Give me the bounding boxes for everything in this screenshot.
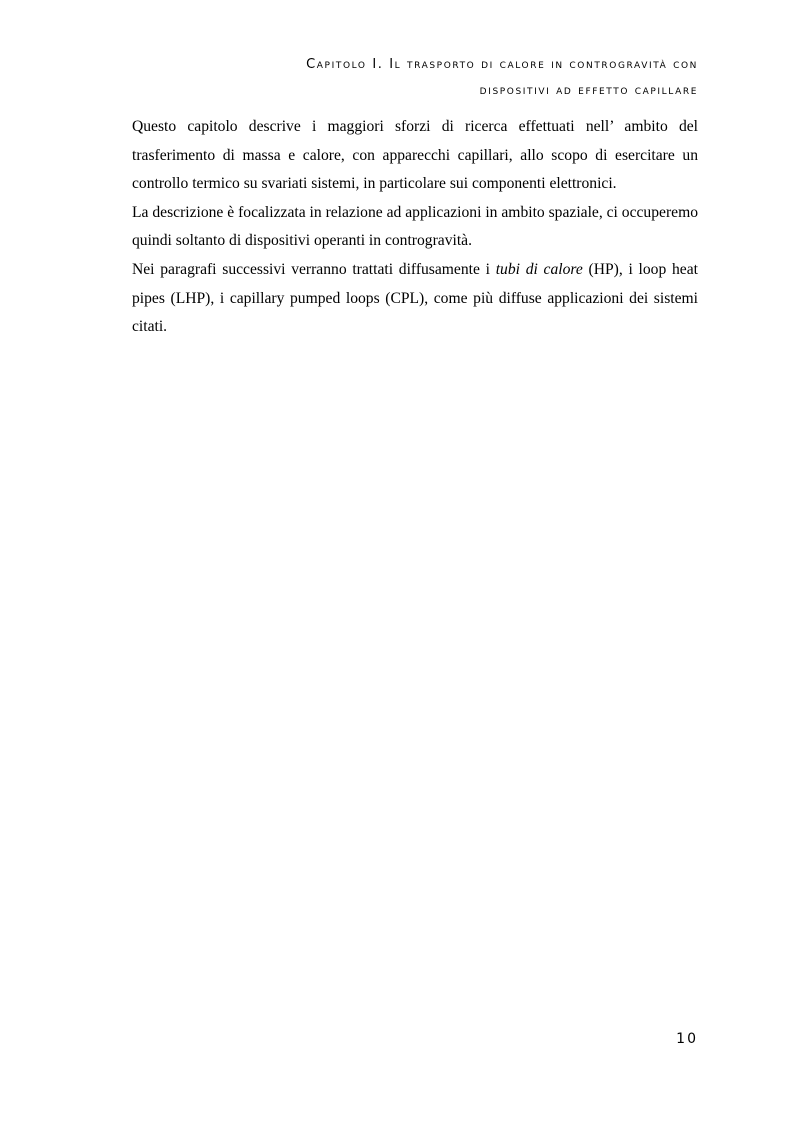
paragraph-3-italic-term: tubi di calore [495, 260, 583, 278]
running-header-line-1: Capitolo I. Il trasporto di calore in controgravità con [306, 57, 698, 72]
running-header-line-2: dispositivi ad effetto capillare [479, 83, 698, 98]
paragraph-1: Questo capitolo descrive i maggiori sforzi di ricerca effettuati nell’ ambito del trasferimento di massa e calore, con apparecchi capillari, allo scopo di esercitare un controllo termico su svariati sistemi, in particolare sui componenti elettronici. [132, 118, 698, 193]
page-number: 10 [676, 1031, 698, 1047]
paragraph-3-text-before: Nei paragrafi successivi verranno trattati diffusamente i [132, 260, 496, 278]
paragraph-2: La descrizione è focalizzata in relazione ad applicazioni in ambito spaziale, ci occuperemo quindi soltanto di dispositivi operanti in controgravità. [132, 203, 698, 250]
paragraph-3 [132, 256, 698, 342]
body-text [132, 113, 698, 342]
paragraph-3-text-after: (HP), i loop heat pipes (LHP), i capillary pumped loops (CPL), come più diffuse applicazioni dei sistemi citati. [132, 260, 698, 336]
